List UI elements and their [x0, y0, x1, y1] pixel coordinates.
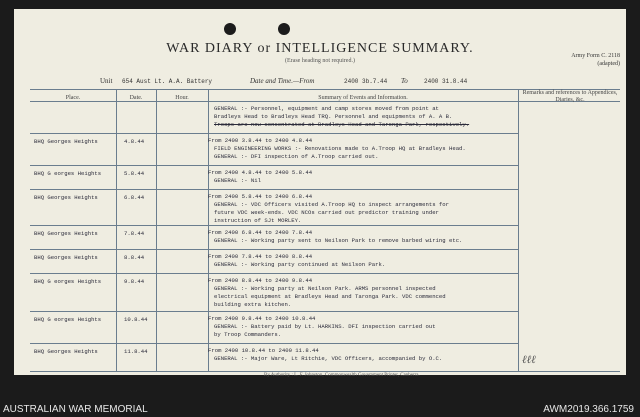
col-divider	[156, 89, 157, 371]
entry-date: 11.8.44	[124, 348, 148, 355]
entry-line: future VDC week-ends. VDC NCOs carried out predictor training under	[214, 209, 439, 216]
entry-place: BHQ Georges Heights	[34, 138, 98, 145]
initials-mark: ℓℓℓ	[522, 354, 536, 366]
entry-date: 8.8.44	[124, 254, 145, 261]
date-label: Date and Time.—From	[250, 77, 315, 85]
entry-line: GENERAL :- Working party continued at Neilson Park.	[214, 261, 386, 268]
entry-date: 6.8.44	[124, 194, 145, 201]
row-rule	[30, 133, 518, 134]
entry-date: 4.8.44	[124, 138, 145, 145]
entry-line: GENERAL :- Battery paid by Lt. HARKINS. DFI inspection carried out	[214, 323, 436, 330]
punch-hole	[224, 23, 236, 35]
row-rule	[30, 311, 518, 312]
entry-date: 9.8.44	[124, 278, 145, 285]
entry-line: From 2400 3.8.44 to 2400 4.8.44	[208, 137, 313, 144]
date-header: Date.	[129, 95, 143, 101]
entry-line: From 2400 10.8.44 to 2400 11.8.44	[208, 347, 319, 354]
row-rule	[30, 343, 518, 344]
hour-header: Hour.	[175, 95, 189, 101]
row-rule	[30, 225, 518, 226]
entry-line: FIELD ENGINEERING WORKS :- Renovations made to A.Troop HQ at Bradleys Head.	[214, 145, 466, 152]
remarks-header: Remarks and references to Appendices, Diaries, &c.	[522, 90, 618, 103]
entry-line: From 2400 8.8.44 to 2400 9.8.44	[208, 277, 313, 284]
diary-sheet	[14, 9, 626, 378]
entry-line: GENERAL :- Working party at Neilson Park. ARMS personnel inspected	[214, 285, 436, 292]
entry-line: From 2400 4.8.44 to 2400 5.8.44	[208, 169, 313, 176]
entry-place: BHQ Georges Heights	[34, 230, 98, 237]
row-rule	[30, 249, 518, 250]
entry-date: 7.8.44	[124, 230, 145, 237]
entry-line: Bradleys Head to Bradleys Head TRQ. Personnel and equipments of A. A B.	[214, 113, 453, 120]
entry-line: electrical equipment at Bradleys Head and Taronga Park. VDC commenced	[214, 293, 446, 300]
form-subtitle: (Erase heading not required.)	[285, 58, 355, 64]
to-label: To	[401, 77, 408, 85]
entry-place: BHQ G eorges Heights	[34, 316, 102, 323]
entry-line: From 2400 6.8.44 to 2400 7.8.44	[208, 229, 313, 236]
entry-date: 10.8.44	[124, 316, 148, 323]
summary-header: Summary of Events and Information.	[318, 95, 408, 101]
catalogue-number: AWM2019.366.1759	[543, 404, 634, 415]
entry-date: 5.8.44	[124, 170, 145, 177]
entry-place: BHQ G eorges Heights	[34, 278, 102, 285]
entry-line: instruction of SJt MORLEY.	[214, 217, 302, 224]
entry-place: BHQ Georges Heights	[34, 348, 98, 355]
row-rule	[30, 189, 518, 190]
entry-line: From 2400 7.8.44 to 2400 8.8.44	[208, 253, 313, 260]
col-divider	[116, 89, 117, 371]
place-header: Place.	[65, 95, 81, 101]
form-title: WAR DIARY or INTELLIGENCE SUMMARY.	[166, 41, 474, 56]
date-from: 2400 3b.7.44	[344, 78, 388, 85]
row-rule	[30, 165, 518, 166]
entry-line: GENERAL :- DFI inspection of A.Troop carried out.	[214, 153, 379, 160]
entry-place: BHQ G eorges Heights	[34, 170, 102, 177]
printer-authority: By Authority : L. F. Johnston, Commonwealth Government Printer, Canberra.	[264, 373, 420, 378]
entry-line: Troops are now concentrated at Bradleys Head and Taronga Park, respectively.	[214, 121, 470, 128]
entry-line: GENERAL :- Working party sent to Neilson Park to remove barbed wiring etc.	[214, 237, 463, 244]
punch-hole	[278, 23, 290, 35]
unit-label: Unit	[100, 77, 113, 85]
table-bottom-rule	[30, 371, 620, 372]
col-divider	[518, 89, 519, 371]
entry-line: building extra kitchen.	[214, 301, 292, 308]
entry-line: GENERAL :- VDC Officers visited A.Troop HQ to inspect arrangements for	[214, 201, 449, 208]
entry-line: GENERAL :- Major Ware, Lt Ritchie, VDC Officers, accompanied by O.C.	[214, 355, 443, 362]
unit-value: 654 Aust Lt. A.A. Battery	[122, 78, 213, 85]
entry-line: From 2400 9.8.44 to 2400 10.8.44	[208, 315, 316, 322]
entry-place: BHQ Georges Heights	[34, 254, 98, 261]
date-to: 2400 31.8.44	[424, 78, 468, 85]
entry-line: GENERAL :- Nil	[214, 177, 261, 184]
entry-line: by Troop Commanders.	[214, 331, 282, 338]
entry-place: BHQ Georges Heights	[34, 194, 98, 201]
entry-line: GENERAL :- Personnel, equipment and camp stores moved from point at	[214, 105, 439, 112]
entry-line: From 2400 5.8.44 to 2400 6.8.44	[208, 193, 313, 200]
army-form-number: Army Form C. 2118 (adapted)	[571, 53, 620, 67]
row-rule	[30, 273, 518, 274]
archive-name: AUSTRALIAN WAR MEMORIAL	[3, 404, 148, 415]
